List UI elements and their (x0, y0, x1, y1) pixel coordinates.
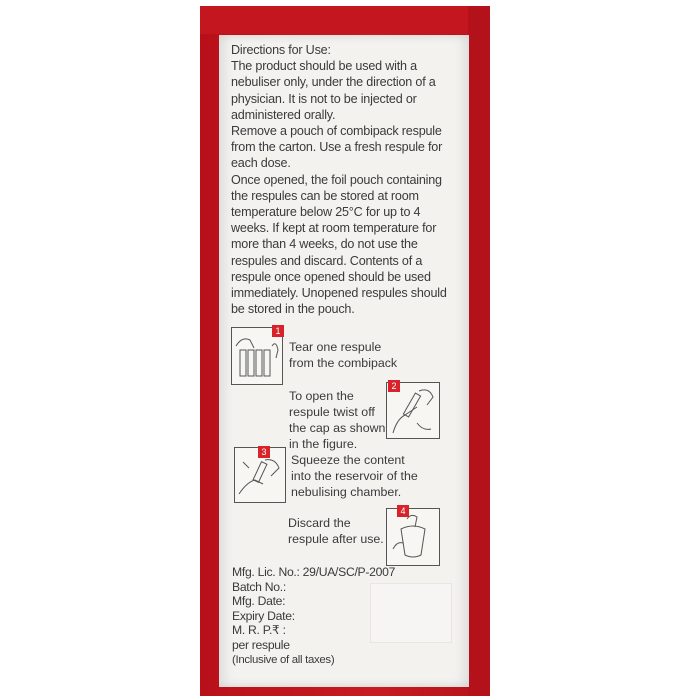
mfg-date-label: Mfg. Date: (232, 594, 286, 609)
tax-inclusive-note: (Inclusive of all taxes) (232, 653, 335, 666)
discard-respule-illustration (386, 508, 440, 566)
print-area-box (370, 583, 452, 643)
directions-paragraph: Once opened, the foil pouch containing the respules can be stored at room temperature below 25°C for up to 4 weeks. If kept at room temperature for more than 4 weeks, do not use the respules and discard. Contents of a respule once opened should be used immediately. Unopened respules should be stored in the pouch. (231, 172, 447, 317)
step-4-text: Discard the respule after use. (288, 516, 384, 546)
step-number-badge: 2 (388, 380, 400, 392)
mfg-licence-number: Mfg. Lic. No.: 29/UA/SC/P-2007 (232, 565, 396, 579)
mrp-label: M. R. P.₹ : (232, 623, 286, 638)
step-number-badge: 1 (272, 325, 284, 337)
carton-top-strip (200, 6, 490, 34)
directions-paragraph: The product should be used with a nebuliser only, under the direction of a physician. It is not to be injected or administered orally. (231, 59, 436, 122)
product-info (232, 565, 396, 667)
directions-block (231, 42, 457, 317)
per-respule-label: per respule (232, 637, 290, 652)
carton-right-edge (468, 6, 490, 696)
step-3-text: Squeeze the content into the reservoir of the nebulising chamber. (291, 453, 418, 499)
batch-number-label: Batch No.: (232, 579, 286, 594)
step-2-text: To open the respule twist off the cap as shown in the figure. (289, 389, 386, 451)
expiry-date-label: Expiry Date: (232, 608, 295, 623)
directions-paragraph: Remove a pouch of combipack respule from the carton. Use a fresh respule for each dose. (231, 124, 443, 171)
step-1-text: Tear one respule from the combipack (289, 340, 398, 370)
step-number-badge: 4 (397, 505, 409, 517)
directions-heading: Directions for Use: (231, 43, 331, 57)
step-number-badge: 3 (258, 446, 270, 458)
